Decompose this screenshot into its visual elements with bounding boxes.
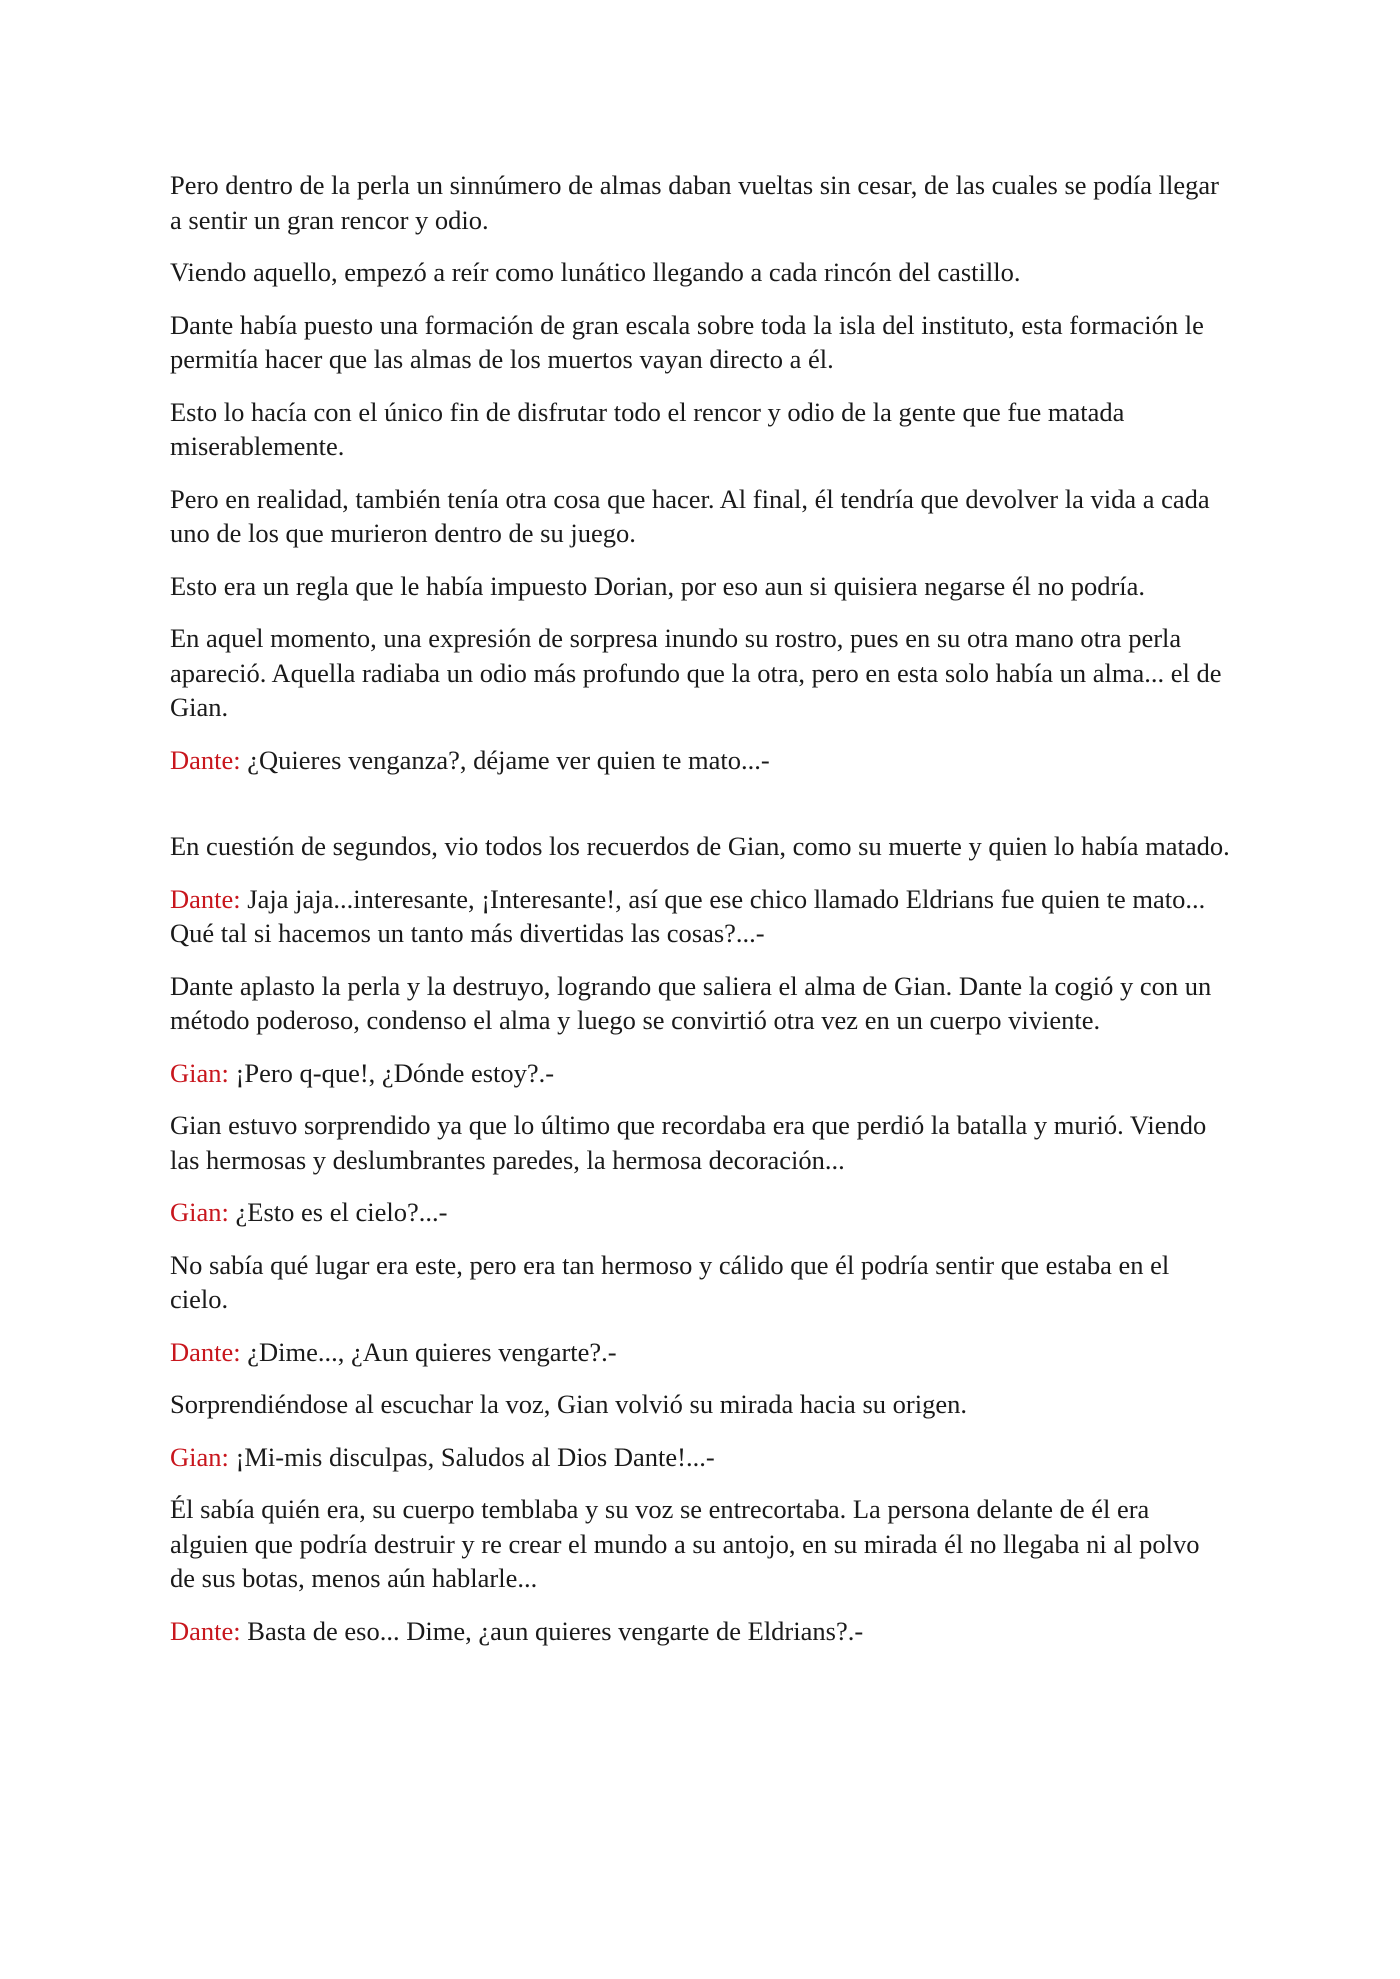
dialogue-text: Basta de eso... Dime, ¿aun quieres vengarte de Eldrians?.- — [247, 1615, 864, 1646]
paragraph: Pero en realidad, también tenía otra cosa que hacer. Al final, él tendría que devolver la vida a cada uno de los que murieron dentro de su juego. — [170, 483, 1210, 548]
speaker-label: Dante: — [170, 1615, 241, 1646]
dialogue-line — [170, 1440, 1230, 1475]
paragraph: No sabía qué lugar era este, pero era tan hermoso y cálido que él podría sentir que estaba en el cielo. — [170, 1249, 1170, 1314]
paragraph: Esto era un regla que le había impuesto Dorian, por eso aun si quisiera negarse él no podría. — [170, 570, 1146, 601]
paragraph: En cuestión de segundos, vio todos los recuerdos de Gian, como su muerte y quien lo había matado. — [170, 831, 1230, 861]
dialogue-text: ¿Esto es el cielo?...- — [235, 1197, 448, 1227]
speaker-label: Dante: — [170, 744, 241, 775]
paragraph: Pero dentro de la perla un sinnúmero de almas daban vueltas sin cesar, de las cuales se podía llegar a sentir un gran rencor y odio. — [170, 170, 1220, 235]
paragraph: Él sabía quién era, su cuerpo temblaba y su voz se entrecortaba. La persona delante de él era alguien que podría destruir y re crear el mundo a su antojo, en su mirada él no llegaba ni al polvo de sus botas, menos aún hablarle... — [170, 1494, 1200, 1593]
paragraph: Sorprendiéndose al escuchar la voz, Gian volvió su mirada hacia su origen. — [170, 1389, 967, 1419]
paragraph: Viendo aquello, empezó a reír como lunático llegando a cada rincón del castillo. — [170, 257, 1021, 287]
speaker-label: Gian: — [170, 1441, 229, 1472]
dialogue-line — [170, 882, 1230, 951]
dialogue-text: ¡Mi-mis disculpas, Saludos al Dios Dante!...- — [235, 1441, 715, 1472]
dialogue-text: ¡Pero q-que!, ¿Dónde estoy?.- — [235, 1057, 555, 1088]
paragraph: Esto lo hacía con el único fin de disfrutar todo el rencor y odio de la gente que fue matada miserablemente. — [170, 396, 1125, 461]
paragraph: Gian estuvo sorprendido ya que lo último que recordaba era que perdió la batalla y murió. Viendo las hermosas y deslumbrantes paredes, la hermosa decoración... — [170, 1110, 1207, 1175]
dialogue-line — [170, 1335, 1230, 1370]
dialogue-line — [170, 1056, 1230, 1091]
speaker-label: Gian: — [170, 1057, 229, 1088]
speaker-label: Dante: — [170, 883, 241, 914]
speaker-label: Dante: — [170, 1336, 241, 1367]
blank-line — [170, 795, 1230, 829]
dialogue-text: ¿Dime..., ¿Aun quieres vengarte?.- — [247, 1336, 617, 1367]
dialogue-line — [170, 1195, 1230, 1230]
paragraph: En aquel momento, una expresión de sorpresa inundo su rostro, pues en su otra mano otra perla apareció. Aquella radiaba un odio más profundo que la otra, pero en esta solo había un alma... el de Gian. — [170, 623, 1222, 722]
document-body — [170, 168, 1230, 1666]
dialogue-line — [170, 743, 1230, 778]
dialogue-text: Jaja jaja...interesante, ¡Interesante!, así que ese chico llamado Eldrians fue quien te mato... Qué tal si hacemos un tanto más divertidas las cosas?...- — [170, 883, 1206, 948]
dialogue-line — [170, 1614, 1230, 1649]
dialogue-text: ¿Quieres venganza?, déjame ver quien te mato...- — [247, 744, 770, 775]
paragraph: Dante aplasto la perla y la destruyo, logrando que saliera el alma de Gian. Dante la cogió y con un método poderoso, condenso el alma y luego se convirtió otra vez en un cuerpo viviente. — [170, 970, 1212, 1035]
paragraph: Dante había puesto una formación de gran escala sobre toda la isla del instituto, esta formación le permitía hacer que las almas de los muertos vayan directo a él. — [170, 309, 1204, 374]
speaker-label: Gian: — [170, 1197, 229, 1227]
